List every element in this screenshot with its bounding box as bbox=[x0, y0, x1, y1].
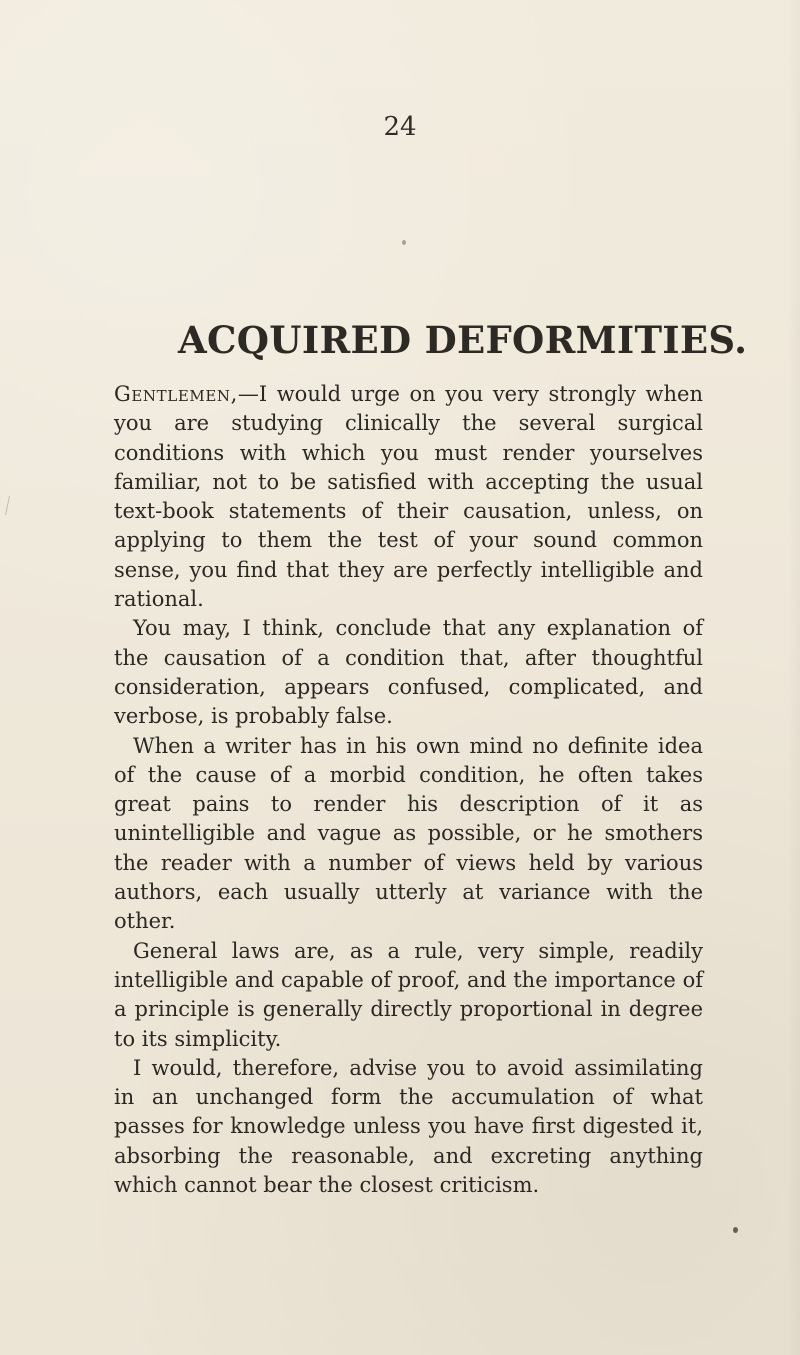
page-edge-shadow bbox=[788, 0, 800, 1355]
paragraph-3: When a writer has in his own mind no definite idea of the cause of a morbid condition, he often takes great pains to render his description of it as unintelligible and vague as possible, or he smothers the reader with a number of views held by various authors, each usually utterly at variance with the other. bbox=[114, 733, 703, 934]
page-number: 24 bbox=[383, 112, 417, 142]
paragraph-2: You may, I think, conclude that any explanation of the causation of a condition that, after thoughtful consideration, appears confused, complicated, and verbose, is probably false. bbox=[114, 616, 703, 729]
paragraph-1-text: —I would urge on you very strongly when you are studying clinically the several surgical conditions with which you must render yourselves familiar, not to be satisfied with accepting the usual text-book statements of their causation, unless, on applying to them the test of your sound common sense, you find that they are perfectly intelligible and rational. bbox=[114, 382, 703, 612]
paragraph-1 bbox=[114, 380, 703, 614]
salutation: Gentlemen, bbox=[114, 382, 238, 406]
body-text bbox=[114, 380, 703, 1200]
margin-mark bbox=[5, 496, 16, 515]
paper-speck bbox=[402, 240, 406, 245]
paragraph-5: I would, therefore, advise you to avoid assimilating in an unchanged form the accumulation of what passes for knowledge unless you have first digested it, absorbing the reasonable, and excreting anything which cannot bear the closest criticism. bbox=[114, 1055, 703, 1198]
ink-dot bbox=[733, 1227, 738, 1233]
paragraph-4: General laws are, as a rule, very simple, readily intelligible and capable of proof, and the importance of a principle is generally directly proportional in degree to its simplicity. bbox=[114, 938, 703, 1051]
chapter-title: ACQUIRED DEFORMITIES. bbox=[178, 317, 748, 362]
